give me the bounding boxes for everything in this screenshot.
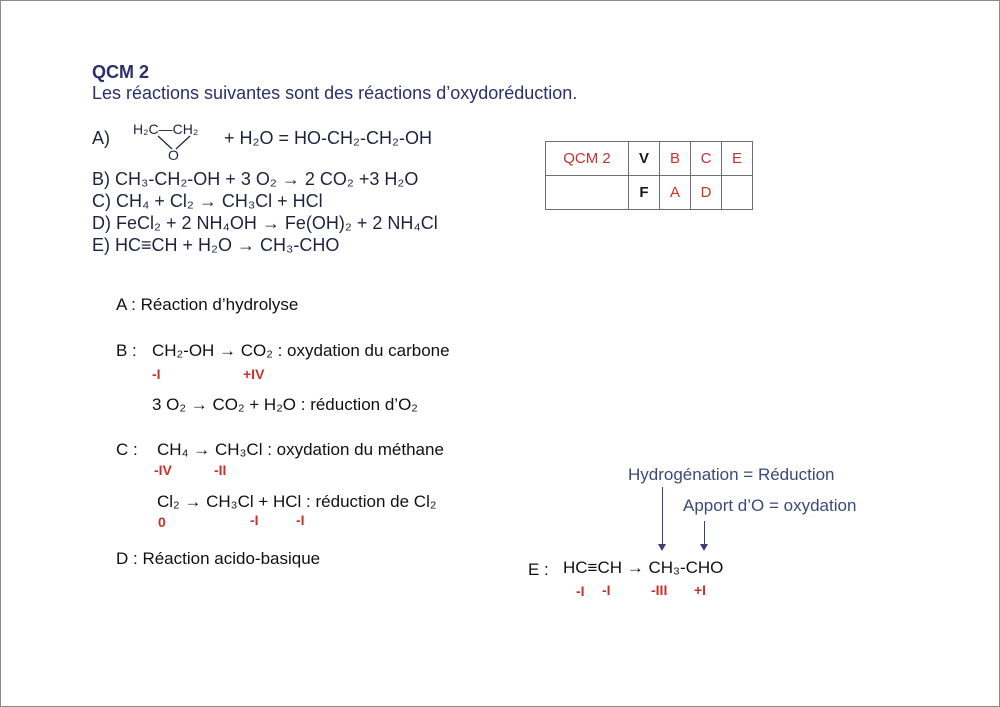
oxidation-number: +I [694, 582, 707, 598]
answer-cell: QCM 2 [546, 142, 629, 176]
oxidation-number: -I [152, 366, 161, 382]
oxidation-number: -I [602, 582, 611, 598]
explanation-b-line1: CH₂-OH → CO₂ : oxydation du carbone [152, 341, 450, 360]
explanation-c-line2: Cl₂ → CH₃Cl + HCl : réduction de Cl₂ [157, 492, 437, 511]
oxidation-number: +IV [243, 366, 265, 382]
question-a-rest: + H₂O = HO-CH₂-CH₂-OH [224, 128, 432, 148]
oxidation-number: -I [250, 512, 259, 528]
hydrogenation-arrow-line [662, 487, 663, 544]
answer-row-true [546, 142, 753, 176]
oxidation-arrow-line [704, 521, 705, 544]
answer-table [545, 141, 753, 210]
explanation-c-line1: CH₄ → CH₃Cl : oxydation du méthane [157, 440, 444, 459]
explanation-d: D : Réaction acido-basique [116, 549, 321, 568]
oxidation-number: 0 [158, 514, 166, 530]
oxidation-number: -IV [154, 462, 172, 478]
answer-cell: A [660, 176, 691, 210]
question-e: E) HC≡CH + H₂O → CH₃-CHO [92, 235, 340, 255]
answer-cell: V [629, 142, 660, 176]
explanation-b-label: B : [116, 341, 137, 360]
oxidation-number: -I [576, 583, 585, 599]
explanation-e-label: E : [528, 560, 549, 579]
answer-cell: E [722, 142, 753, 176]
question-b: B) CH₃-CH₂-OH + 3 O₂ → 2 CO₂ +3 H₂O [92, 169, 419, 189]
answer-cell [546, 176, 629, 210]
answer-cell: D [691, 176, 722, 210]
oxidation-number: -II [214, 462, 227, 478]
answer-cell: C [691, 142, 722, 176]
question-c: C) CH₄ + Cl₂ → CH₃Cl + HCl [92, 191, 323, 211]
epoxide-top: H₂C—CH₂ [133, 121, 199, 137]
explanation-b-line2: 3 O₂ → CO₂ + H₂O : réduction d’O₂ [152, 395, 418, 414]
oxygen-addition-label: Apport d’O = oxydation [683, 496, 857, 515]
explanation-c-label: C : [116, 440, 138, 459]
explanation-e-equation: HC≡CH → CH₃-CHO [563, 558, 724, 577]
answer-row-false [546, 176, 753, 210]
page-subtitle: Les réactions suivantes sont des réactions d’oxydoréduction. [92, 83, 578, 103]
answer-cell: F [629, 176, 660, 210]
explanation-a: A : Réaction d’hydrolyse [116, 295, 299, 314]
question-a-label: A) [92, 128, 110, 148]
answer-cell: B [660, 142, 691, 176]
oxidation-number: -I [296, 512, 305, 528]
oxidation-number: -III [651, 582, 668, 598]
oxidation-arrow-icon [700, 544, 708, 551]
epoxide-oxygen: O [168, 147, 179, 163]
hydrogenation-label: Hydrogénation = Réduction [628, 465, 835, 484]
question-d: D) FeCl₂ + 2 NH₄OH → Fe(OH)₂ + 2 NH₄Cl [92, 213, 438, 233]
hydrogenation-arrow-icon [658, 544, 666, 551]
page-title: QCM 2 [92, 62, 150, 82]
answer-cell [722, 176, 753, 210]
